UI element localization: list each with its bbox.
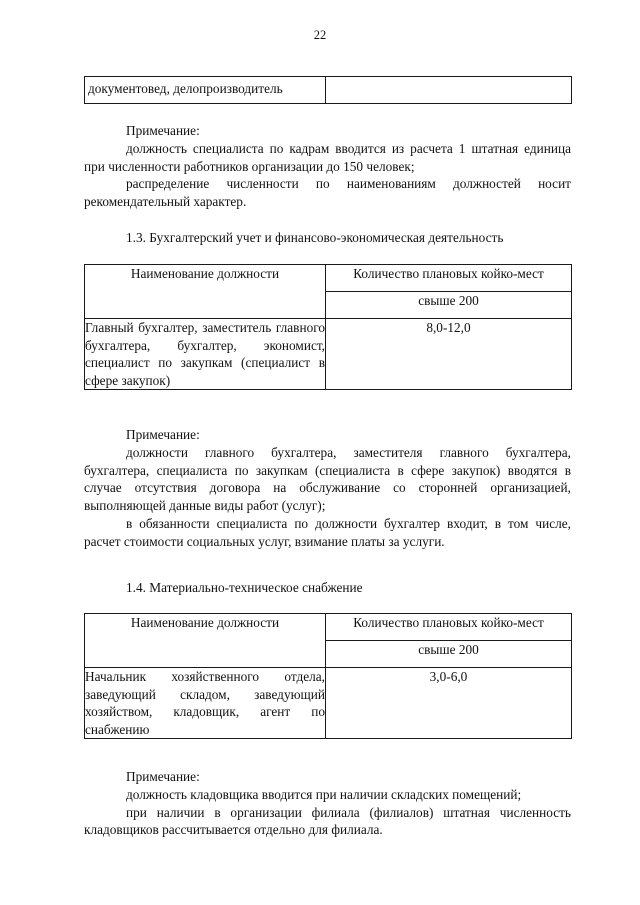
section-heading: 1.3. Бухгалтерский учет и финансово-экономическая деятельность <box>126 230 504 245</box>
position-name-cell: документовед, делопроизводитель <box>85 77 326 104</box>
column-subheader: свыше 200 <box>326 292 572 319</box>
table-row <box>85 319 572 390</box>
column-subheader: свыше 200 <box>326 641 572 668</box>
note-paragraph: распределение численности по наименованиям должностей носит рекомендательный характер. <box>84 176 571 210</box>
note-paragraph: при наличии в организации филиала (филиалов) штатная численность кладовщиков рассчитывается отдельно для филиала. <box>84 804 571 838</box>
note-paragraph: должности главного бухгалтера, заместителя главного бухгалтера, бухгалтера, специалиста по закупкам (специалиста в сфере закупок) вводятся в случае отсутствия договора на обслуживание со сторонней организацией, выполняющей данные виды работ (услуг); <box>84 444 571 514</box>
note-paragraph: должность кладовщика вводится при наличии складских помещений; <box>126 786 522 802</box>
staffing-table-accounting <box>84 264 572 390</box>
position-name-cell: Главный бухгалтер, заместитель главного бухгалтера, бухгалтер, экономист, специалист по закупкам (специалист в сфере закупок) <box>85 320 325 388</box>
section-heading: 1.4. Материально-техническое снабжение <box>126 580 363 595</box>
note-block-3 <box>84 768 571 839</box>
position-name-cell: Начальник хозяйственного отдела, заведующий складом, заведующий хозяйством, кладовщик, агент по снабжению <box>85 669 325 737</box>
page-number: 22 <box>313 28 327 42</box>
column-header-position: Наименование должности <box>85 265 326 319</box>
note-block-1 <box>84 122 571 211</box>
column-header-count: Количество плановых койко-мест <box>326 614 572 641</box>
column-header-position: Наименование должности <box>85 614 326 668</box>
table-row <box>85 668 572 739</box>
top-table <box>84 76 572 104</box>
note-paragraph: должность специалиста по кадрам вводится из расчета 1 штатная единица при численности работников организации до 150 человек; <box>84 140 571 174</box>
column-header-count: Количество плановых койко-мест <box>326 265 572 292</box>
note-paragraph: в обязанности специалиста по должности бухгалтер входит, в том числе, расчет стоимости социальных услуг, взимание платы за услуги. <box>84 515 571 549</box>
value-cell <box>326 77 572 104</box>
table-header-row <box>85 614 572 641</box>
table-row <box>85 77 572 104</box>
note-block-2 <box>84 426 571 551</box>
value-cell: 8,0-12,0 <box>326 319 572 390</box>
value-cell: 3,0-6,0 <box>326 668 572 739</box>
table-header-row <box>85 265 572 292</box>
note-label: Примечание: <box>126 769 200 784</box>
note-label: Примечание: <box>126 123 200 138</box>
staffing-table-supply <box>84 613 572 739</box>
note-label: Примечание: <box>126 427 200 442</box>
